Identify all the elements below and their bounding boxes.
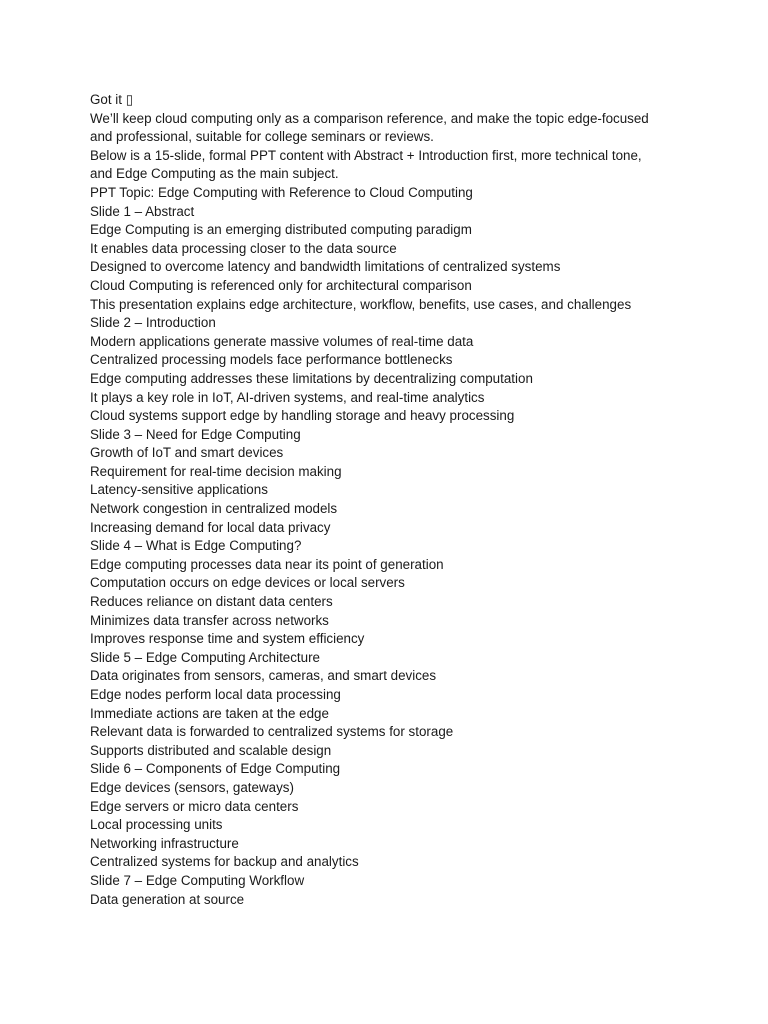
- text-line: It enables data processing closer to the data source: [90, 240, 397, 256]
- text-line: Reduces reliance on distant data centers: [90, 594, 333, 610]
- text-line: This presentation explains edge architecture, workflow, benefits, use cases, and challenges: [90, 296, 632, 312]
- slide-heading: Slide 7 – Edge Computing Workflow: [90, 872, 305, 888]
- slide-heading: Slide 1 – Abstract: [90, 203, 195, 219]
- text-line: Immediate actions are taken at the edge: [90, 705, 329, 721]
- text-line: Centralized systems for backup and analytics: [90, 854, 359, 870]
- text-line: Cloud Computing is referenced only for architectural comparison: [90, 277, 472, 293]
- text-line: Requirement for real-time decision making: [90, 463, 342, 479]
- slide-heading: Slide 4 – What is Edge Computing?: [90, 538, 302, 554]
- text-line: Edge servers or micro data centers: [90, 798, 299, 814]
- text-line: Edge computing addresses these limitations by decentralizing computation: [90, 370, 533, 386]
- text-line: Networking infrastructure: [90, 835, 239, 851]
- text-line: Below is a 15-slide, formal PPT content with Abstract + Introduction first, more technical tone,: [90, 147, 642, 163]
- text-line: Network congestion in centralized models: [90, 501, 338, 517]
- text-line: Latency-sensitive applications: [90, 482, 268, 498]
- text-line: Centralized processing models face performance bottlenecks: [90, 352, 453, 368]
- text-line: Data generation at source: [90, 891, 245, 907]
- text-line: and Edge Computing as the main subject.: [90, 166, 339, 182]
- text-line: It plays a key role in IoT, AI-driven systems, and real-time analytics: [90, 389, 485, 405]
- slide-heading: Slide 5 – Edge Computing Architecture: [90, 649, 321, 665]
- text-line: Relevant data is forwarded to centralized systems for storage: [90, 724, 454, 740]
- slide-heading: Slide 6 – Components of Edge Computing: [90, 761, 341, 777]
- document-body: [90, 91, 690, 909]
- slide-heading: Slide 2 – Introduction: [90, 315, 216, 331]
- text-line: Cloud systems support edge by handling storage and heavy processing: [90, 408, 515, 424]
- topic-line: PPT Topic: Edge Computing with Reference to Cloud Computing: [90, 184, 473, 200]
- text-line: Local processing units: [90, 817, 223, 833]
- text-line: Minimizes data transfer across networks: [90, 612, 329, 628]
- text-line: Increasing demand for local data privacy: [90, 519, 331, 535]
- text-line: Designed to overcome latency and bandwidth limitations of centralized systems: [90, 259, 561, 275]
- slide-heading: Slide 3 – Need for Edge Computing: [90, 426, 301, 442]
- text-line: Edge nodes perform local data processing: [90, 687, 341, 702]
- text-line: Data originates from sensors, cameras, and smart devices: [90, 668, 437, 684]
- text-line: Supports distributed and scalable design: [90, 742, 332, 758]
- text-line: We’ll keep cloud computing only as a comparison reference, and make the topic edge-focused: [90, 110, 649, 126]
- text-line: Edge computing processes data near its point of generation: [90, 556, 444, 572]
- text-line: Modern applications generate massive volumes of real-time data: [90, 333, 474, 349]
- text-line: Growth of IoT and smart devices: [90, 445, 284, 461]
- text-line: Got it ▯: [90, 92, 134, 107]
- text-line: Edge Computing is an emerging distributed computing paradigm: [90, 222, 472, 238]
- text-line: and professional, suitable for college seminars or reviews.: [90, 129, 434, 145]
- text-line: Improves response time and system efficiency: [90, 631, 365, 647]
- text-line: Edge devices (sensors, gateways): [90, 779, 294, 795]
- text-line: Computation occurs on edge devices or local servers: [90, 575, 405, 591]
